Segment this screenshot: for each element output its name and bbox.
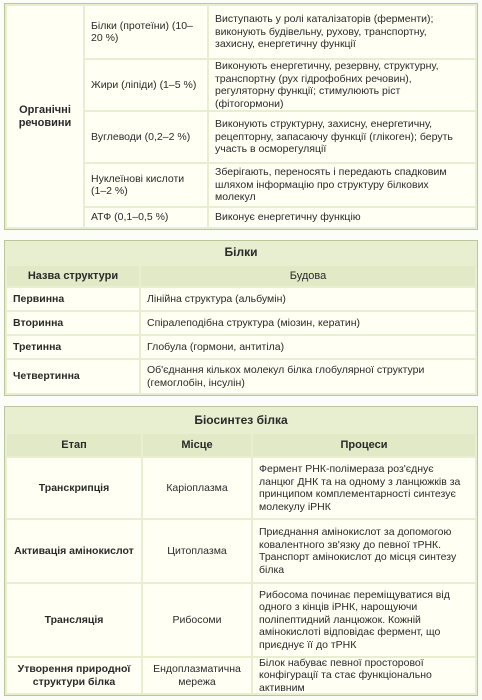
biosynthesis-stage-cell bbox=[7, 458, 141, 518]
organic-name-1: Жири (ліпіди) (1–5 %) bbox=[91, 78, 197, 91]
biosynthesis-place-cell bbox=[143, 520, 251, 582]
proteins-col-structure-header bbox=[141, 266, 475, 286]
proteins-col-name-header bbox=[7, 266, 139, 286]
organic-name-0: Білки (протеїни) (10–20 %) bbox=[91, 19, 193, 44]
proteins-table bbox=[4, 240, 478, 396]
biosynthesis-process-1: Приєднання амінокислот за допомогою ковалентного зв'язку до певної тРНК. Транспорт амінокислот до місця синтезу білка bbox=[259, 526, 457, 576]
organic-desc-3: Зберігають, переносять і передають спадковим шляхом інформацію про структуру білкових молекул bbox=[215, 166, 447, 204]
proteins-name-cell bbox=[7, 336, 139, 358]
organic-desc-0: Виступають у ролі каталізаторів (ферменти); виконують будівельну, руховy, транспортну, захисну, енергетичну функції bbox=[215, 13, 434, 51]
protein-name-1: Вторинна bbox=[13, 316, 64, 329]
biosynthesis-col-place-header bbox=[143, 434, 251, 456]
biosynthesis-stage-0: Транскрипція bbox=[38, 481, 110, 494]
protein-desc-2: Глобула (гормони, антитіла) bbox=[147, 340, 285, 353]
protein-desc-1: Спіралеподібна структура (міозин, кератин) bbox=[147, 316, 361, 329]
biosynthesis-stage-1: Активація амінокислот bbox=[14, 544, 134, 557]
group-label bbox=[7, 6, 83, 227]
biosynthesis-process-cell bbox=[253, 458, 475, 518]
protein-name-0: Первинна bbox=[13, 292, 65, 305]
biosynthesis-col1-label: Етап bbox=[61, 439, 87, 451]
biosynthesis-stage-cell bbox=[7, 520, 141, 582]
organic-desc-cell bbox=[209, 6, 475, 58]
biosynthesis-place-1: Цитоплазма bbox=[167, 544, 227, 557]
biosynthesis-place-2: Рибосоми bbox=[172, 613, 222, 626]
biosynthesis-place-cell bbox=[143, 458, 251, 518]
biosynthesis-col2-label: Місце bbox=[181, 439, 213, 451]
organic-name-cell bbox=[85, 164, 207, 206]
organic-name-2: Вуглеводи (0,2–2 %) bbox=[91, 130, 191, 143]
organic-desc-1: Виконують енергетичну, резервну, структурну, транспортну (рух гідрофобних речовин), регуляторну функції; стимулюють ріст (фітогормони) bbox=[215, 60, 439, 110]
biosynthesis-title: Біосинтез білка bbox=[194, 413, 288, 427]
biosynthesis-process-cell bbox=[253, 520, 475, 582]
biosynthesis-stage-cell bbox=[7, 658, 141, 693]
protein-desc-0: Лінійна структура (альбумін) bbox=[147, 292, 286, 305]
biosynthesis-process-2: Рибосома починає переміщуватися від одного з кінців іРНК, нарощуючи поліпептидний ланцюжок. Кожній амінокислоті відповідає фермент, що приєднує її до тРНК bbox=[259, 588, 450, 651]
biosynthesis-table bbox=[4, 406, 478, 696]
organic-name-3: Нуклеїнові кислоти (1–2 %) bbox=[91, 172, 185, 197]
organic-name-cell bbox=[85, 60, 207, 110]
biosynthesis-stage-2: Трансляція bbox=[44, 613, 104, 626]
biosynthesis-place-0: Каріоплазма bbox=[166, 481, 228, 494]
proteins-desc-cell bbox=[141, 360, 475, 393]
biosynthesis-process-3: Білок набуває певної просторової конфігурації та стає функціонально активним bbox=[259, 656, 432, 694]
organic-name-cell bbox=[85, 208, 207, 227]
proteins-desc-cell bbox=[141, 336, 475, 358]
protein-desc-3: Об'єднання кількох молекул білка глобулярної структури (гемоглобін, інсулін) bbox=[147, 364, 425, 389]
proteins-col1-label: Назва структури bbox=[27, 270, 119, 282]
organic-group-label: Органічні речовини bbox=[18, 104, 72, 129]
biosynthesis-col-process-header bbox=[253, 434, 475, 456]
organic-desc-2: Виконують структурну, захисну, енергетичну, рецепторну, запасаючу функції (глікоген); беруть участь в осморегуляції bbox=[215, 118, 453, 156]
biosynthesis-place-cell bbox=[143, 584, 251, 656]
organic-desc-cell bbox=[209, 208, 475, 227]
proteins-name-cell bbox=[7, 288, 139, 310]
organic-desc-cell bbox=[209, 112, 475, 162]
biosynthesis-place-3: Ендоплазматична мережа bbox=[153, 663, 241, 688]
proteins-desc-cell bbox=[141, 312, 475, 334]
biosynthesis-place-cell bbox=[143, 658, 251, 693]
organic-desc-cell bbox=[209, 60, 475, 110]
proteins-name-cell bbox=[7, 360, 139, 393]
biosynthesis-stage-cell bbox=[7, 584, 141, 656]
biosynthesis-col3-label: Процеси bbox=[340, 439, 388, 451]
organic-substances-table bbox=[4, 3, 478, 230]
proteins-desc-cell bbox=[141, 288, 475, 310]
proteins-name-cell bbox=[7, 312, 139, 334]
protein-name-3: Четвертинна bbox=[13, 370, 80, 383]
biosynthesis-process-cell bbox=[253, 584, 475, 656]
biosynthesis-col-stage-header bbox=[7, 434, 141, 456]
proteins-col2-label: Будова bbox=[289, 270, 327, 282]
organic-name-cell bbox=[85, 6, 207, 58]
biosynthesis-process-cell bbox=[253, 658, 475, 693]
protein-name-2: Третинна bbox=[13, 340, 62, 353]
organic-desc-4: Виконує енергетичну функцію bbox=[215, 211, 361, 224]
organic-desc-cell bbox=[209, 164, 475, 206]
biosynthesis-process-0: Фермент РНК-полімераза роз'єднує ланцюг ДНК та на одному з ланцюжків за принципом комплементарності синтезує молекулу іРНК bbox=[259, 463, 461, 513]
proteins-title: Білки bbox=[224, 245, 258, 259]
organic-name-4: АТФ (0,1–0,5 %) bbox=[91, 211, 169, 224]
biosynthesis-stage-3: Утворення природної структури білка bbox=[17, 663, 131, 688]
organic-name-cell bbox=[85, 112, 207, 162]
